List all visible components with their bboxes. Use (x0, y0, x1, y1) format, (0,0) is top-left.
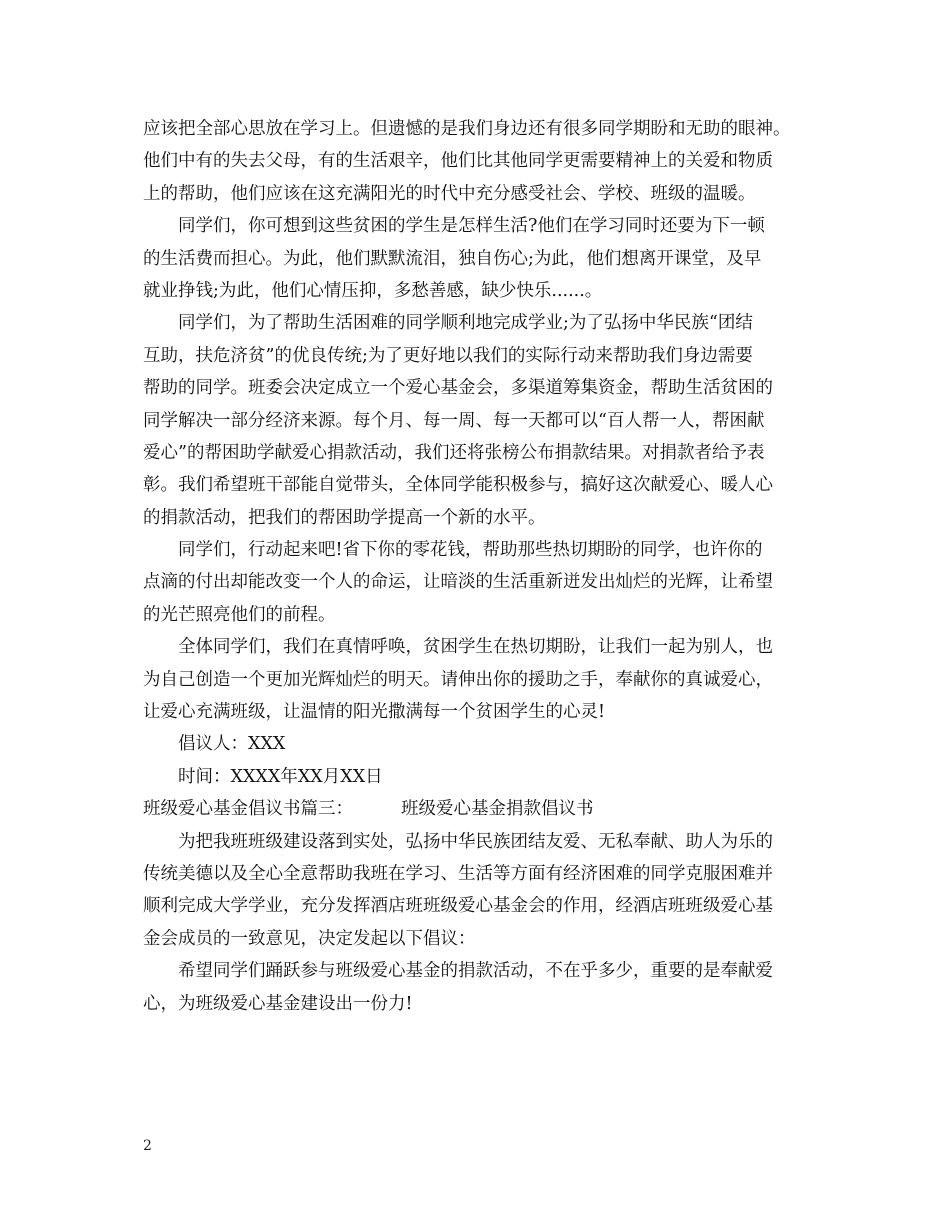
text-line: 为把我班班级建设落到实处，弘扬中华民族团结友爱、无私奉献、助人为乐的 (178, 831, 773, 852)
text-line: 互助，扶危济贫”的优良传统;为了更好地以我们的实际行动来帮助我们身边需要 (143, 345, 753, 366)
text-line: 全体同学们，我们在真情呼唤，贫困学生在热切期盼，让我们一起为别人，也 (178, 637, 773, 658)
text-line: 希望同学们踊跃参与班级爱心基金的捐款活动，不在乎多少，重要的是奉献爱 (178, 961, 773, 982)
document-body (143, 113, 823, 1020)
proposer-line: 倡议人：XXX (178, 734, 286, 755)
text-line: 帮助的同学。班委会决定成立一个爱心基金会，多渠道筹集资金，帮助生活贫困的 (143, 378, 773, 399)
text-line: 彰。我们希望班干部能自觉带头，全体同学能积极参与，搞好这次献爱心、暖人心 (143, 475, 773, 496)
text-line: 顺利完成大学学业，充分发挥酒店班班级爱心基金会的作用，经酒店班班级爱心基 (143, 896, 773, 917)
text-line: 的光芒照亮他们的前程。 (143, 604, 336, 625)
section-heading-right: 班级爱心基金捐款倡议书 (401, 799, 594, 820)
text-line: 的生活费而担心。为此，他们默默流泪，独自伤心;为此，他们想离开课堂，及早 (143, 248, 762, 269)
text-line: 的捐款活动，把我们的帮困助学提高一个新的水平。 (143, 507, 546, 528)
section-heading-left: 班级爱心基金倡议书篇三： (143, 799, 353, 820)
text-line: 上的帮助，他们应该在这充满阳光的时代中充分感受社会、学校、班级的温暖。 (143, 183, 756, 204)
text-line: 同学们，你可想到这些贫困的学生是怎样生活?他们在学习同时还要为下一顿 (178, 216, 765, 237)
page-number: 2 (143, 1138, 152, 1154)
text-line: 爱心”的帮困助学献爱心捐款活动，我们还将张榜公布捐款结果。对捐款者给予表 (143, 442, 765, 463)
text-line: 同学们，行动起来吧!省下你的零花钱，帮助那些热切期盼的同学，也许你的 (178, 540, 763, 561)
text-line: 同学们，为了帮助生活困难的同学顺利地完成学业;为了弘扬中华民族“团结 (178, 313, 753, 334)
text-line: 同学解决一部分经济来源。每个月、每一周、每一天都可以“百人帮一人，帮困献 (143, 410, 765, 431)
text-line: 他们中有的失去父母，有的生活艰辛，他们比其他同学更需要精神上的关爱和物质 (143, 151, 773, 172)
text-line: 就业挣钱;为此，他们心情压抑，多愁善感，缺少快乐......。 (143, 280, 603, 301)
text-line: 为自己创造一个更加光辉灿烂的明天。请伸出你的援助之手，奉献你的真诚爱心， (143, 669, 773, 690)
date-line: 时间：XXXX年XX月XX日 (178, 766, 383, 787)
section-heading (143, 793, 823, 825)
text-line: 传统美德以及全心全意帮助我班在学习、生活等方面有经济困难的同学克服困难并 (143, 863, 773, 884)
text-line: 心，为班级爱心基金建设出一份力! (143, 993, 413, 1014)
text-line: 应该把全部心思放在学习上。但遗憾的是我们身边还有很多同学期盼和无助的眼神。 (143, 119, 791, 139)
text-line: 让爱心充满班级，让温情的阳光撒满每一个贫困学生的心灵! (143, 702, 606, 723)
text-line: 金会成员的一致意见，决定发起以下倡议： (143, 928, 476, 949)
text-line: 点滴的付出却能改变一个人的命运，让暗淡的生活重新迸发出灿烂的光辉，让希望 (143, 572, 773, 593)
